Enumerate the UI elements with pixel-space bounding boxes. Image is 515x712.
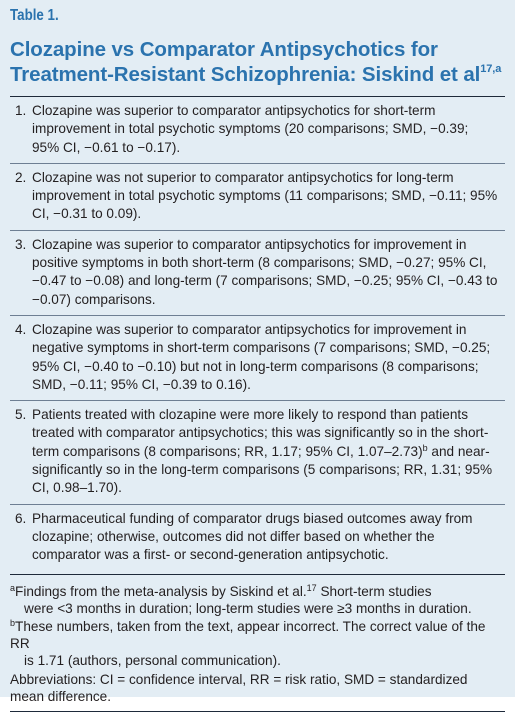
footnote-marker-b: b [422,442,428,453]
finding-text: Clozapine was superior to comparator antipsychotics for short-term improvement in total psychotic symptoms (20 comparisons; SMD, −0.39; 95% CI, −0.61 to −0.17). [32,103,469,155]
footnote-a-continuation: were <3 months in duration; long-term studies were ≥3 months in duration. [24,600,472,616]
finding-text-part: and near-significantly so in the long-term comparisons (5 comparisons; RR, 1.31; 95% CI, 0.98–1.70). [32,443,493,496]
footnote-b [10,618,505,670]
finding-item [10,316,505,401]
footnote-b-continuation: is 1.71 (authors, personal communication). [24,653,281,669]
finding-number: 1. [15,103,27,118]
table-label: Table 1. [10,7,59,24]
title-superscript: 17,a [480,62,502,75]
finding-text [32,406,505,497]
finding-item [10,505,505,575]
finding-number: 6. [15,510,27,526]
footnote-b-line1 [10,618,505,652]
findings-list [10,97,505,575]
finding-item [10,97,505,164]
footnote-a-line1 [10,583,505,600]
title-text: Clozapine vs Comparator Antipsychotics for Treatment-Resistant Schizophrenia: Siskind et al [10,38,481,86]
finding-number: 4. [15,321,27,337]
finding-text: Clozapine was not superior to comparator antipsychotics for long-term improvement in total psychotic symptoms (11 comparisons; SMD, −0.11; 95% CI, −0.31 to 0.09). [32,169,498,222]
footnote-a-text: Findings from the meta-analysis by Siskind et al. [15,583,307,599]
finding-text: Clozapine was superior to comparator antipsychotics for improvement in positive symptoms in both short-term (8 comparisons; SMD, −0.27; 95% CI, −0.47 to −0.08) and long-term (7 comparisons; SMD, −0.25; 95% CI, −0.43 to −0.07) comparisons. [32,236,498,307]
finding-item [10,401,505,504]
footnote-marker-a: a [10,582,16,593]
finding-item [10,231,505,316]
table-title [10,38,505,87]
finding-number: 3. [15,236,27,252]
finding-text: Pharmaceutical funding of comparator drugs biased outcomes away from clozapine; otherwise, outcomes did not differ based on whether the comparator was a first- or second-generation antipsychotic. [32,510,473,563]
footnote-marker-b: b [10,617,16,628]
finding-text: Clozapine was superior to comparator antipsychotics for improvement in negative symptoms in short-term comparisons (7 comparisons; SMD, −0.25; 95% CI, −0.40 to −0.10) but not in long-term comparisons (8 comparisons; SMD, −0.11; 95% CI, −0.39 to 0.16). [32,321,491,392]
footnote-a [10,583,505,617]
footnote-b-text: These numbers, taken from the text, appear incorrect. The correct value of the RR [10,618,486,652]
finding-text-part: Patients treated with clozapine were more likely to respond than patients treated with comparator antipsychotics; this was significantly so in the short-term comparisons (8 comparisons; RR, 1.17; 95% CI, 1.07–2.73) [32,407,489,459]
finding-number: 5. [15,407,27,423]
finding-item [10,164,505,231]
finding-number: 2. [15,169,27,185]
footnotes [10,575,505,705]
footnote-a-text: Short-term studies [316,583,432,599]
reference-superscript: 17 [306,582,317,593]
abbreviations: Abbreviations: CI = confidence interval, RR = risk ratio, SMD = standardized mean difference. [10,671,468,704]
